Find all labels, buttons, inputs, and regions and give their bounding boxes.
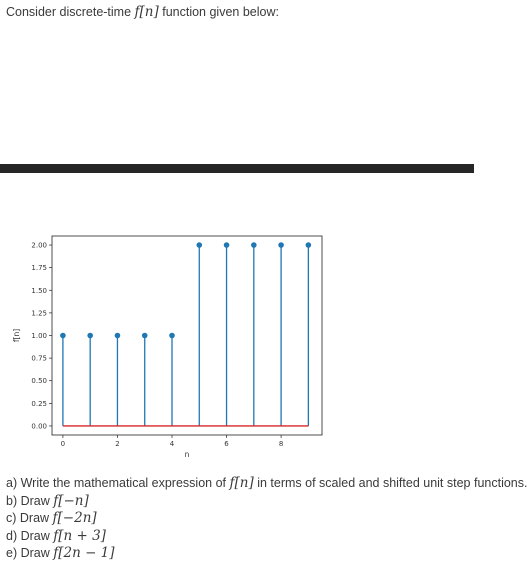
stem-marker xyxy=(306,242,312,248)
y-tick-label: 0.00 xyxy=(31,422,47,431)
y-tick-label: 1.50 xyxy=(31,286,47,295)
stem-chart xyxy=(0,175,474,465)
stem-marker xyxy=(60,333,66,339)
question-list xyxy=(6,475,527,563)
x-tick-label: 4 xyxy=(169,440,175,448)
question-a-text: a) Write the mathematical expression of xyxy=(6,476,230,490)
y-tick-label: 0.75 xyxy=(31,354,47,363)
question-d-text: d) Draw xyxy=(6,528,54,543)
problem-intro xyxy=(6,4,279,20)
question-d xyxy=(6,528,527,546)
section-divider xyxy=(0,164,474,173)
stem-marker xyxy=(169,333,175,339)
intro-text-after: function given below: xyxy=(158,5,279,19)
y-tick-label: 2.00 xyxy=(31,241,47,250)
question-b xyxy=(6,493,527,511)
question-c-text: c) Draw xyxy=(6,511,53,526)
question-c-math: f[−2n] xyxy=(52,510,97,527)
x-axis-label: n xyxy=(184,450,190,459)
y-tick-label: 1.00 xyxy=(31,332,47,340)
question-e-text: e) Draw xyxy=(6,546,54,561)
stem-marker xyxy=(87,333,93,339)
x-tick-label: 0 xyxy=(60,440,66,448)
stem-marker xyxy=(115,333,121,339)
question-e-math: f[2n − 1] xyxy=(53,545,115,562)
y-tick-label: 1.25 xyxy=(31,309,47,318)
question-b-text: b) Draw xyxy=(6,493,54,508)
question-d-math: f[n + 3] xyxy=(53,527,106,544)
stem-marker xyxy=(142,333,148,339)
question-a xyxy=(6,475,527,493)
stem-marker xyxy=(224,242,230,248)
stem-marker xyxy=(251,242,257,248)
intro-math-expression: f[n] xyxy=(134,4,159,20)
x-tick-label: 8 xyxy=(278,440,284,448)
y-tick-label: 0.25 xyxy=(31,399,47,408)
stem-marker xyxy=(278,242,284,248)
question-a-text-after: in terms of scaled and shifted unit step functions. xyxy=(253,476,527,490)
y-tick-label: 0.50 xyxy=(31,377,47,386)
question-e xyxy=(6,545,527,563)
question-a-math: f[n] xyxy=(229,475,254,491)
question-b-math: f[−n] xyxy=(53,492,89,509)
stem-marker xyxy=(196,242,202,248)
intro-text-before: Consider discrete-time xyxy=(6,5,135,19)
question-c xyxy=(6,510,527,528)
x-tick-label: 6 xyxy=(224,440,229,448)
y-axis-label: f[n] xyxy=(12,328,21,343)
y-tick-label: 1.75 xyxy=(31,264,47,273)
x-tick-label: 2 xyxy=(115,440,120,448)
